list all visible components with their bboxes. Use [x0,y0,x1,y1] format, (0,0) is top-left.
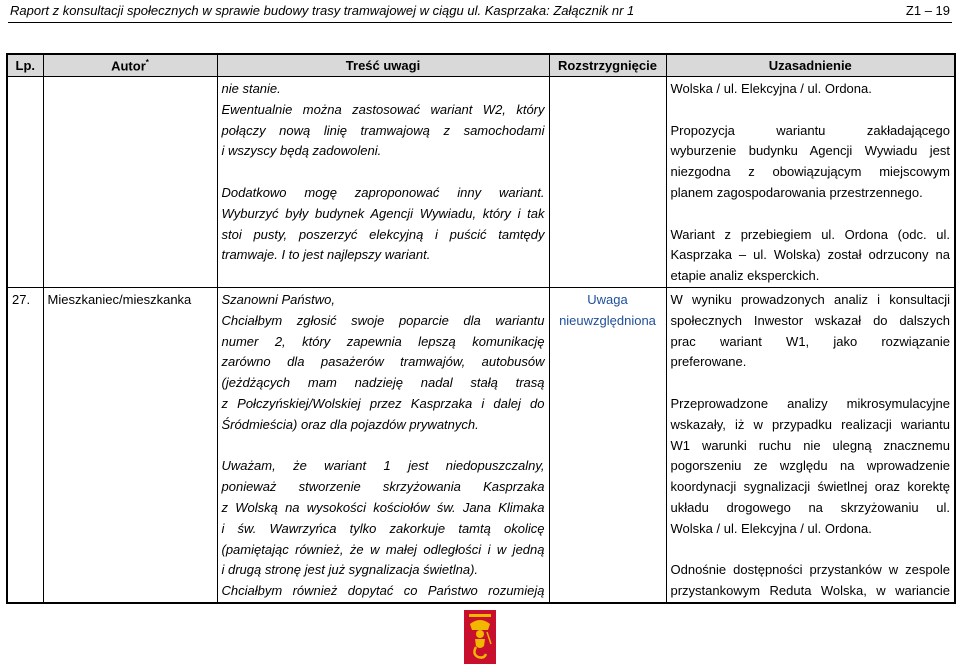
table-header-row [7,54,955,77]
text-line: Szanowni Państwo, [221,292,335,307]
text-line: tramwaje. I to jest najlepszy wariant. [221,247,431,263]
table-row [7,288,955,603]
status-line: nieuwzględniona [559,312,656,328]
text-line: Przeprowadzone analizy mikrosymulacyjne [670,395,950,411]
page-number: Z1 – 19 [905,3,950,18]
text-line: Śródmieścia) oraz dla pojazdów prywatnych. [221,416,479,432]
text-line: koordynacji sygnalizacji świetlnej oraz korektę [670,479,950,495]
paragraph-gap [222,162,545,183]
text-line: preferowane. [670,354,747,370]
text-line: wskazały, iż w przypadku realizacji wariantu [670,416,950,432]
paragraph-gap [671,540,951,561]
text-line: i wszyscy będą zadowoleni. [221,143,382,159]
column-header-uzasadnienie: Uzasadnienie [666,54,955,77]
table-row [7,77,955,288]
text-line: W1 warunki ruchu nie ulegną znacznemu [670,437,950,453]
text-line: Dodatkowo mogę zaproponować inny wariant. [221,184,545,200]
paragraph-gap [671,100,951,121]
footnote-mark: * [145,57,149,67]
column-header-autor [43,54,217,77]
text-line: zarówno dla pasażerów tramwajów, autobusów [221,354,545,370]
warsaw-mermaid-emblem-icon [464,610,496,664]
text-line: społecznych Inwestor wskazał do dalszych [670,312,950,328]
text-line: numer 2, który zapewnia lepszą komunikację [221,333,545,349]
text-line: ponieważ stworzenie skrzyżowania Kasprzaka [221,479,545,495]
text-line: Ewentualnie można zastosować wariant W2, który [221,101,545,117]
paragraph-gap [222,436,545,457]
text-line: W wyniku prowadzonych analiz i konsultacji [670,292,950,307]
text-line: prac wariant W1, jako rozwiązanie [670,333,950,349]
text-line: Odnośnie dostępności przystanków w zespole [670,562,950,578]
text-line: (pamiętając również, że w małej odległości i w jedną [221,541,545,557]
text-line: etapie analiz eksperckich. [670,268,820,284]
autor-cell: Mieszkaniec/mieszkanka [43,288,217,603]
column-header-rozstrzygniecie: Rozstrzygnięcie [549,54,666,77]
text-line: układu drogowego na skrzyżowaniu ul. [670,499,950,515]
page-header [8,0,952,23]
tresc-cell [217,77,549,288]
report-table [6,53,956,604]
paragraph-gap [671,204,951,225]
text-line: stoi pusty, poszerzyć elekcyjną i puścić tamtędy [221,226,545,242]
rozstrzygniecie-cell [549,77,666,288]
text-line: Wyburzyć były budynek Agencji Wywiadu, który i tak [221,205,545,221]
rozstrzygniecie-cell [549,288,666,603]
text-line: wyburzenie budynku Agencji Wywiadu jest [670,143,950,159]
text-line: (jeżdżących mam nadzieję nadal stałą trasą [221,375,545,391]
lp-cell: 27. [7,288,43,603]
paragraph-gap [671,373,951,394]
uzasadnienie-cell [666,77,955,288]
text-line: Chciałbym również dopytać co Państwo rozumieją [221,583,545,599]
text-line: pogorszeniu ze względu na wprowadzenie [670,458,950,474]
text-line: nie stanie. [221,81,281,96]
status-line: Uwaga [587,292,628,307]
text-line: Chciałbym zgłosić swoje poparcie dla wariantu [221,312,545,328]
lp-cell [7,77,43,288]
text-line: niezgodna z obowiązującym miejscowym [670,164,950,180]
autor-cell [43,77,217,288]
text-line: Propozycja wariantu zakładającego [670,122,950,138]
document-title: Raport z konsultacji społecznych w sprawie budowy trasy tramwajowej w ciągu ul. Kasprzaka: Załącznik nr 1 [10,3,635,18]
text-line: Wolska / ul. Elekcyjna / ul. Ordona. [670,81,872,96]
text-line: i św. Wawrzyńca tylko zakorkuje tamtą okolicę [221,520,545,536]
text-line: Kasprzaka – ul. Wolska) został odrzucony na [670,247,950,263]
text-line: przystankowym Reduta Wolska, w wariancie [670,583,950,599]
text-line: Wariant z przebiegiem ul. Ordona (odc. ul. [670,226,950,242]
text-line: z Połczyńskiej/Wolskiej przez Kasprzaka i dalej do [221,395,545,411]
text-line: planem zagospodarowania przestrzennego. [670,184,923,200]
uzasadnienie-cell [666,288,955,603]
tresc-cell [217,288,549,603]
text-line: z Wolską na wysokości kościołów św. Jana Klimaka [221,499,545,515]
column-header-autor-label: Autor [111,58,146,74]
column-header-lp: Lp. [7,54,43,77]
text-line: Uważam, że wariant 1 jest niedopuszczalny, [221,458,545,474]
text-line: połączy nową linię tramwajową z samochodami [221,122,545,138]
text-line: Wolska / ul. Elekcyjna / ul. Ordona. [670,520,872,536]
text-line: i drugą stronę jest już sygnalizacja świetlna). [221,562,479,578]
column-header-tresc: Treść uwagi [217,54,549,77]
